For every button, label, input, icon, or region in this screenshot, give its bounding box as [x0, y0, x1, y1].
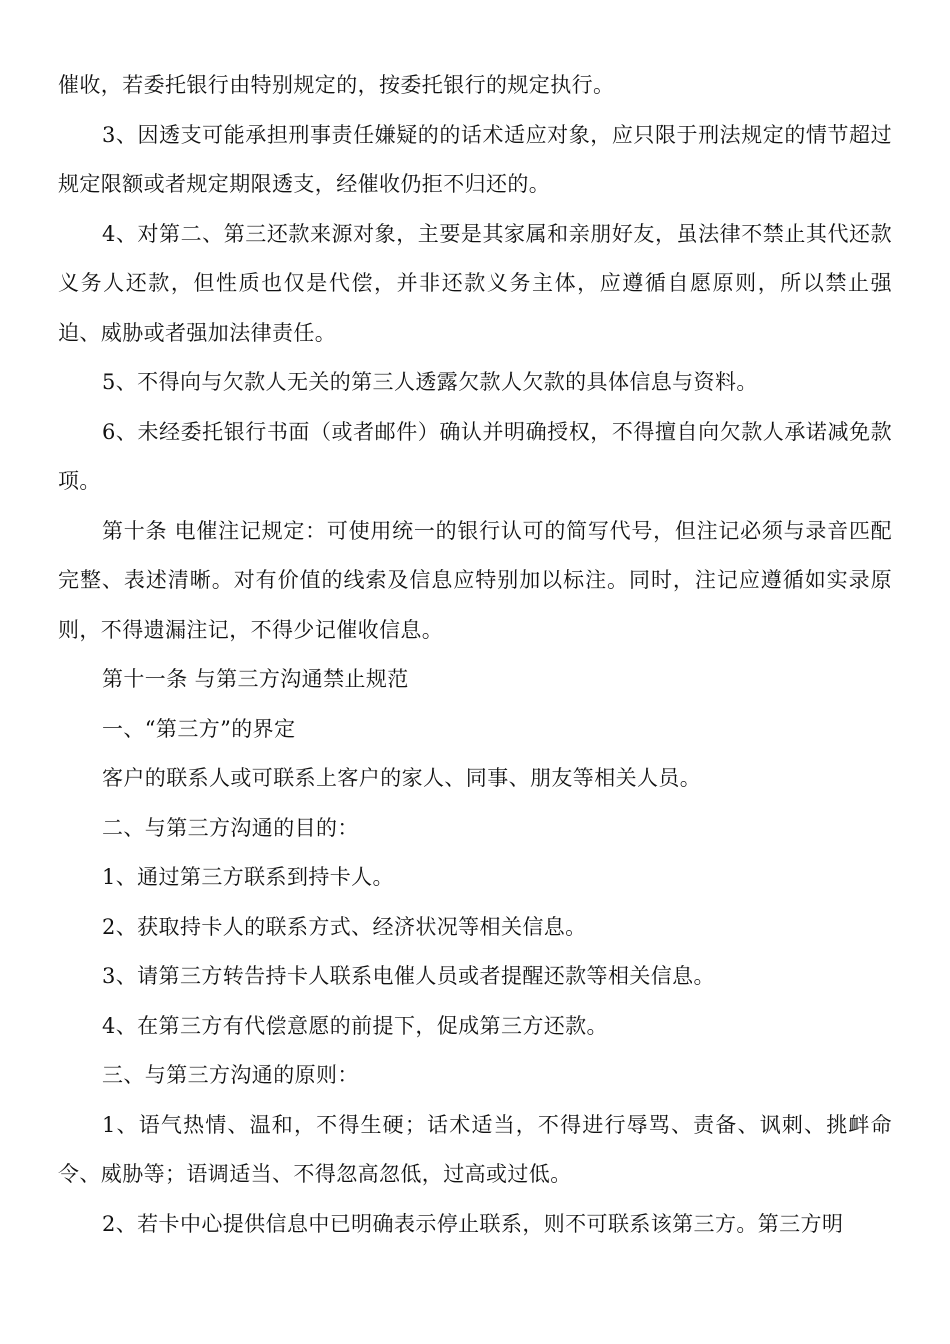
- paragraph-item-3: 3、因透支可能承担刑事责任嫌疑的的话术适应对象，应只限于刑法规定的情节超过规定限额或者规定期限透支，经催收仍拒不归还的。: [58, 122, 892, 196]
- paragraph-item-6: 6、未经委托银行书面（或者邮件）确认并明确授权，不得擅自向欠款人承诺减免款项。: [58, 419, 892, 493]
- section-3-heading: 三、与第三方沟通的原则：: [102, 1063, 359, 1087]
- section-2-item-4: 4、在第三方有代偿意愿的前提下，促成第三方还款。: [102, 1013, 608, 1038]
- paragraph-item-5: 5、不得向与欠款人无关的第三人透露欠款人欠款的具体信息与资料。: [102, 370, 758, 394]
- paragraph-continuation: 催收，若委托银行由特别规定的，按委托银行的规定执行。: [58, 73, 615, 97]
- section-3-item-1: 1、语气热情、温和，不得生硬；话术适当，不得进行辱骂、责备、讽刺、挑衅命令、威胁等；语调适当、不得忽高忽低，过高或过低。: [58, 1112, 892, 1186]
- paragraph-item-4: 4、对第二、第三还款来源对象，主要是其家属和亲朋好友，虽法律不禁止其代还款义务人还款，但性质也仅是代偿，并非还款义务主体，应遵循自愿原则，所以禁止强迫、威胁或者强加法律责任。: [58, 221, 892, 345]
- section-1-heading: 一、“第三方”的界定: [102, 716, 296, 741]
- article-10-paragraph: 第十条 电催注记规定：可使用统一的银行认可的简写代号，但注记必须与录音匹配完整、表述清晰。对有价值的线索及信息应特别加以标注。同时，注记应遵循如实录原则，不得遗漏注记，不得少记催收信息。: [58, 518, 892, 642]
- document-page: [58, 68, 892, 1249]
- section-3-item-2: 2、若卡中心提供信息中已明确表示停止联系，则不可联系该第三方。第三方明: [102, 1211, 844, 1236]
- section-2-item-1: 1、通过第三方联系到持卡人。: [102, 865, 394, 889]
- section-2-item-2: 2、获取持卡人的联系方式、经济状况等相关信息。: [102, 914, 587, 939]
- article-11-heading: 第十一条 与第三方沟通禁止规范: [102, 667, 409, 691]
- section-2-heading: 二、与第三方沟通的目的：: [102, 815, 359, 840]
- section-2-item-3: 3、请第三方转告持卡人联系电催人员或者提醒还款等相关信息。: [102, 964, 715, 988]
- section-1-body: 客户的联系人或可联系上客户的家人、同事、朋友等相关人员。: [102, 766, 702, 790]
